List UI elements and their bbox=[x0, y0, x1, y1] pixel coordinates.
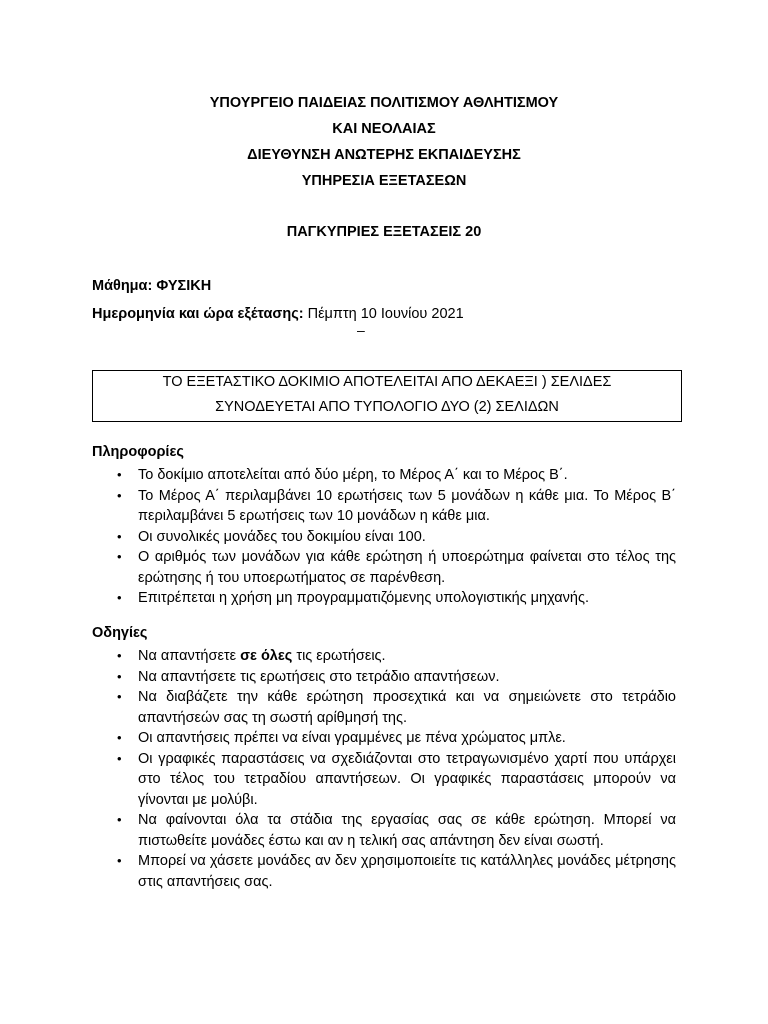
list-item bbox=[92, 749, 676, 811]
header-line-4: ΥΠΗΡΕΣΙΑ ΕΞΕΤΑΣΕΩΝ bbox=[301, 173, 467, 189]
information-list bbox=[92, 465, 676, 609]
bullet-icon: • bbox=[117, 648, 122, 663]
bullet-icon: • bbox=[117, 668, 122, 684]
bullet-icon: • bbox=[117, 812, 122, 827]
list-item bbox=[92, 687, 676, 728]
bullet-icon: • bbox=[117, 689, 122, 704]
list-item-text: Να φαίνονται όλα τα στάδια της εργασίας σας σε κάθε ερώτηση. Μπορεί να πιστωθείτε μονάδες έστω και αν η τελική σας απάντηση δεν είναι σωστή. bbox=[138, 812, 676, 849]
list-item-emphasis: σε όλες bbox=[240, 648, 293, 664]
information-title: Πληροφορίες bbox=[92, 444, 184, 460]
bullet-icon: • bbox=[117, 467, 122, 482]
list-item-text-after: τις ερωτήσεις. bbox=[292, 648, 386, 664]
bullet-icon: • bbox=[117, 528, 122, 544]
bullet-icon: • bbox=[117, 487, 122, 503]
bullet-icon: • bbox=[117, 590, 122, 605]
list-item-text: Να απαντήσετε τις ερωτήσεις στο τετράδιο απαντήσεων. bbox=[138, 668, 500, 685]
list-item bbox=[92, 646, 676, 667]
bullet-icon: • bbox=[117, 853, 122, 868]
notice-box bbox=[92, 370, 682, 422]
ministry-header bbox=[0, 90, 768, 194]
exam-title: ΠΑΓΚΥΠΡΙΕΣ ΕΞΕΤΑΣΕΙΣ 20 bbox=[286, 224, 482, 240]
list-item-text: Επιτρέπεται η χρήση μη προγραμματιζόμενης υπολογιστικής μηχανής. bbox=[138, 590, 590, 606]
instructions-title: Οδηγίες bbox=[92, 625, 148, 641]
notice-line-2: ΣΥΝΟΔΕΥΕΤΑΙ ΑΠΟ ΤΥΠΟΛΟΓΙΟ ΔΥΟ (2) ΣΕΛΙΔΩΝ bbox=[215, 399, 559, 415]
list-item-text: Μπορεί να χάσετε μονάδες αν δεν χρησιμοποιείτε τις κατάλληλες μονάδες μέτρησης στις απαντήσεις σας. bbox=[138, 853, 676, 890]
subject-label: Μάθημα: bbox=[92, 278, 153, 294]
list-item-text-before: Να απαντήσετε bbox=[138, 648, 241, 664]
date-line bbox=[92, 306, 464, 322]
list-item-text: Οι συνολικές μονάδες του δοκιμίου είναι 100. bbox=[138, 528, 426, 545]
time-dash: – bbox=[357, 322, 365, 338]
bullet-icon: • bbox=[117, 750, 122, 766]
bullet-icon: • bbox=[117, 730, 122, 745]
header-line-2: ΚΑΙ ΝΕΟΛΑΙΑΣ bbox=[332, 121, 436, 137]
list-item bbox=[92, 527, 676, 548]
list-item bbox=[92, 667, 676, 688]
list-item-text: Οι γραφικές παραστάσεις να σχεδιάζονται στο τετραγωνισμένο χαρτί που υπάρχει στο τέλος του τετραδίου απαντήσεων. Οι γραφικές παραστάσεις μπορούν να γίνονται με μολύβι. bbox=[138, 750, 676, 808]
bullet-icon: • bbox=[117, 549, 122, 564]
subject-value: ΦΥΣΙΚΗ bbox=[156, 278, 212, 294]
instructions-list bbox=[92, 646, 676, 892]
list-item bbox=[92, 588, 676, 609]
header-line-3: ΔΙΕΥΘΥΝΣΗ ΑΝΩΤΕΡΗΣ ΕΚΠΑΙΔΕΥΣΗΣ bbox=[247, 147, 521, 163]
list-item-text: Οι απαντήσεις πρέπει να είναι γραμμένες με πένα χρώματος μπλε. bbox=[138, 730, 566, 746]
list-item bbox=[92, 728, 676, 749]
notice-line-1: ΤΟ ΕΞΕΤΑΣΤΙΚΟ ΔΟΚΙΜΙΟ ΑΠΟΤΕΛΕΙΤΑΙ ΑΠΟ ΔΕΚΑΕΞΙ ) ΣΕΛΙΔΕΣ bbox=[162, 374, 612, 390]
list-item-text: Το δοκίμιο αποτελείται από δύο μέρη, το Μέρος Α΄ και το Μέρος Β΄. bbox=[138, 467, 568, 483]
list-item bbox=[92, 851, 676, 892]
list-item bbox=[92, 486, 676, 527]
list-item-text: Ο αριθμός των μονάδων για κάθε ερώτηση ή υποερώτημα φαίνεται στο τέλος της ερώτησης ή του υποερωτήματος σε παρένθεση. bbox=[138, 549, 676, 586]
list-item bbox=[92, 547, 676, 588]
date-value: Πέμπτη 10 Ιουνίου 2021 bbox=[307, 306, 464, 322]
list-item bbox=[92, 810, 676, 851]
list-item bbox=[92, 465, 676, 486]
header-line-1: ΥΠΟΥΡΓΕΙΟ ΠΑΙΔΕΙΑΣ ΠΟΛΙΤΙΣΜΟΥ ΑΘΛΗΤΙΣΜΟΥ bbox=[209, 95, 559, 111]
subject-line bbox=[92, 278, 211, 294]
date-label: Ημερομηνία και ώρα εξέτασης: bbox=[92, 306, 304, 322]
list-item-text: Το Μέρος Α΄ περιλαμβάνει 10 ερωτήσεις των 5 μονάδων η κάθε μια. Το Μέρος Β΄ περιλαμβάνει 5 ερωτήσεις των 10 μονάδων η κάθε μια. bbox=[138, 487, 676, 524]
list-item-text: Να διαβάζετε την κάθε ερώτηση προσεχτικά και να σημειώνετε στο τετράδιο απαντήσεών σας τη σωστή αρίθμησή της. bbox=[138, 689, 676, 726]
